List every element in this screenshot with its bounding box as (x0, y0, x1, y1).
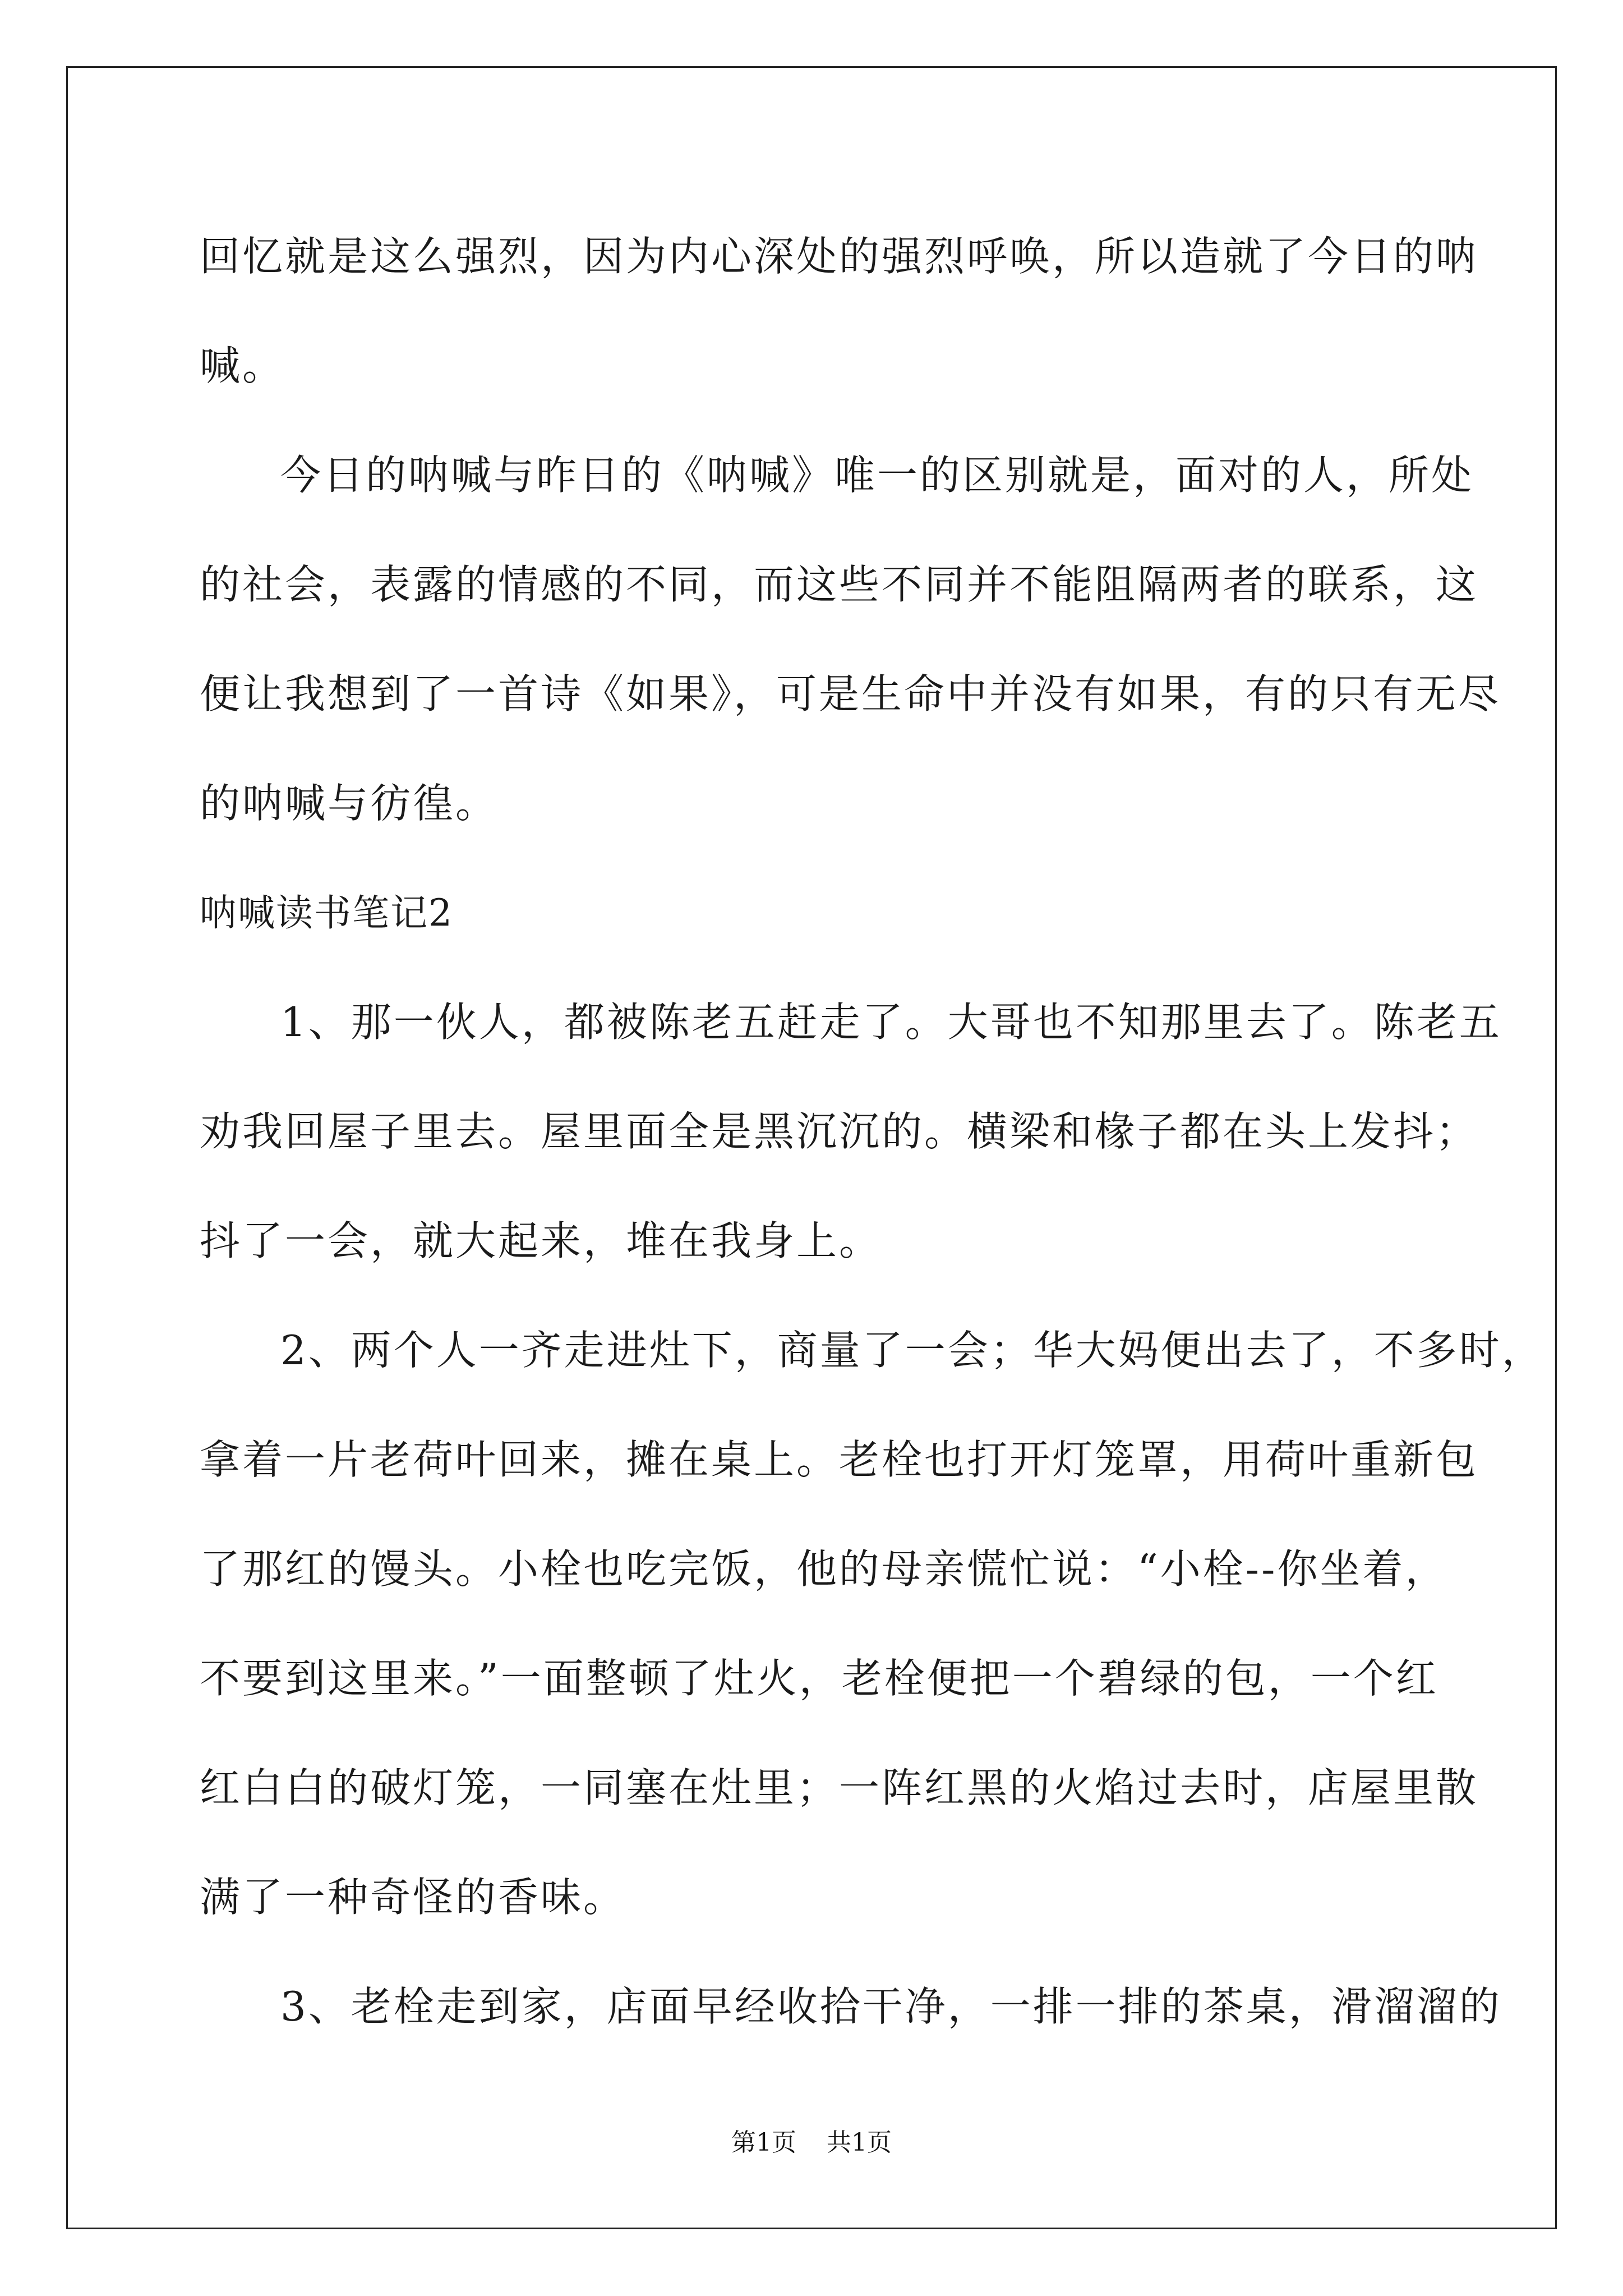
paragraph-line: 不要到这里来。”一面整顿了灶火，老栓便把一个碧绿的包，一个红 (200, 1655, 1438, 1702)
page-total: 共1页 (827, 2128, 892, 2157)
paragraph-line: 回忆就是这么强烈，因为内心深处的强烈呼唤，所以造就了今日的呐 (200, 233, 1479, 280)
paragraph-line: 的呐喊与彷徨。 (200, 780, 499, 827)
paragraph-line: 2、两个人一齐走进灶下，商量了一会；华大妈便出去了，不多时， (280, 1327, 1544, 1374)
paragraph-line: 便让我想到了一首诗《如果》，可是生命中并没有如果，有的只有无尽 (200, 670, 1501, 717)
paragraph-line: 今日的呐喊与昨日的《呐喊》唯一的区别就是，面对的人，所处 (280, 452, 1474, 499)
page-number: 第1页 (731, 2128, 796, 2157)
paragraph-line: 劝我回屋子里去。屋里面全是黑沉沉的。横梁和椽子都在头上发抖； (200, 1108, 1479, 1155)
document-body (200, 202, 1544, 2062)
paragraph-line: 了那红的馒头。小栓也吃完饭，他的母亲慌忙说：“小栓--你坐着， (200, 1545, 1448, 1593)
paragraph-line: 3、老栓走到家，店面早经收拾干净，一排一排的茶桌，滑溜溜的 (280, 1983, 1502, 2030)
paragraph-line: 1、那一伙人，都被陈老五赶走了。大哥也不知那里去了。陈老五 (280, 999, 1502, 1046)
paragraph-line: 的社会，表露的情感的不同，而这些不同并不能阻隔两者的联系，这 (200, 561, 1479, 608)
section-heading: 呐喊读书笔记2 (200, 891, 453, 935)
paragraph-line: 满了一种奇怪的香味。 (200, 1874, 626, 1921)
paragraph-line: 红白白的破灯笼，一同塞在灶里；一阵红黑的火焰过去时，店屋里散 (200, 1764, 1479, 1811)
page-footer (0, 2126, 1623, 2160)
paragraph-line: 喊。 (200, 342, 285, 389)
paragraph-line: 抖了一会，就大起来，堆在我身上。 (200, 1217, 882, 1264)
paragraph-line: 拿着一片老荷叶回来，摊在桌上。老栓也打开灯笼罩，用荷叶重新包 (200, 1436, 1479, 1483)
